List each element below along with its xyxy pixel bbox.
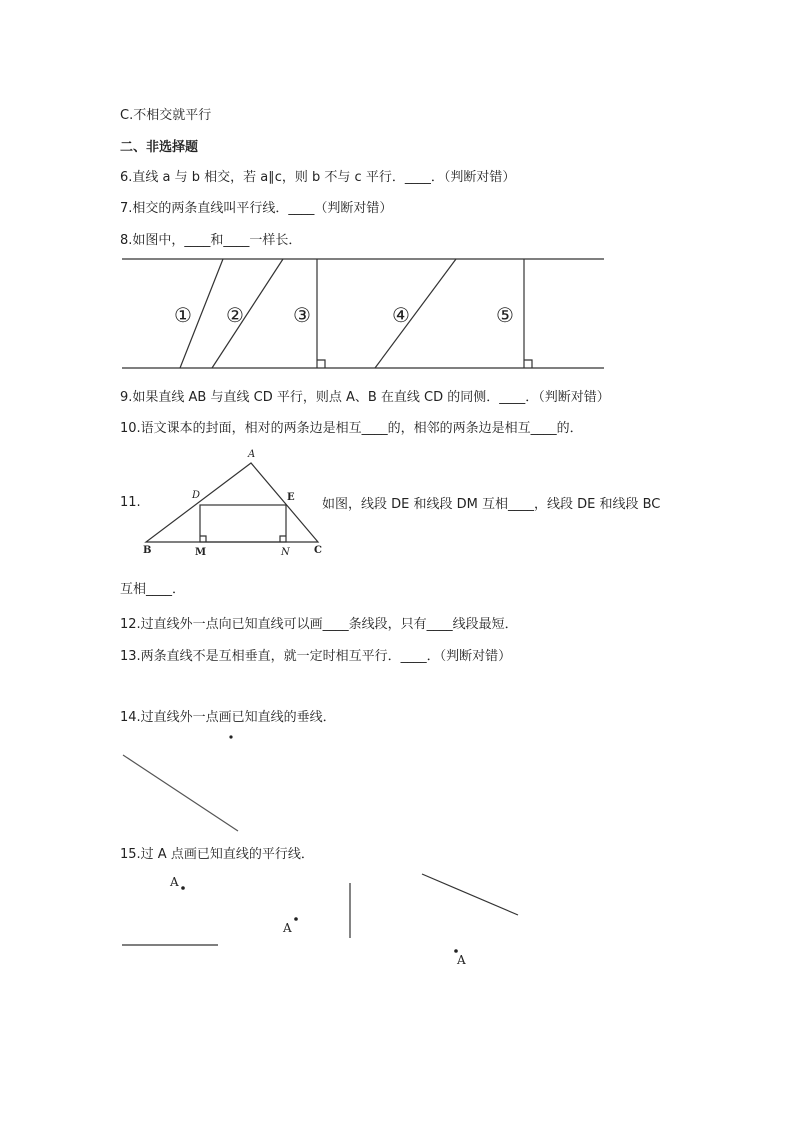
label-c: C	[314, 545, 322, 556]
question-13: 13.两条直线不是互相垂直，就一定时相互平行．____．（判断对错）	[120, 649, 512, 664]
option-c: C.不相交就平行	[120, 108, 212, 123]
question-6: 6.直线 a 与 b 相交，若 a∥c，则 b 不与 c 平行．____．（判断对错）	[120, 170, 516, 185]
question-11-number: 11.	[120, 495, 141, 510]
point-a-1	[181, 886, 185, 890]
question-14: 14.过直线外一点画已知直线的垂线．	[120, 710, 336, 725]
label-n: N	[281, 547, 290, 558]
label-a-2: A	[283, 921, 292, 935]
label-3: ③	[293, 303, 311, 327]
question-15: 15.过 A 点画已知直线的平行线．	[120, 847, 314, 862]
question-9: 9.如果直线 AB 与直线 CD 平行，则点 A、B 在直线 CD 的同侧．____．（判断对错）	[120, 390, 610, 405]
label-1: ①	[174, 303, 192, 327]
point-a-2	[294, 917, 298, 921]
question-11-text: 如图，线段 DE 和线段 DM 互相____，线段 DE 和线段 BC	[322, 497, 661, 512]
label-b: B	[143, 545, 152, 556]
question-11-continued: 互相____．	[120, 582, 186, 597]
label-d: D	[192, 490, 201, 501]
label-a-3: A	[457, 953, 466, 967]
question-10: 10.语文课本的封面，相对的两条边是相互____的，相邻的两条边是相互____的．	[120, 421, 583, 436]
label-2: ②	[226, 303, 244, 327]
question-7: 7.相交的两条直线叫平行线．____（判断对错）	[120, 201, 393, 216]
label-4: ④	[392, 303, 410, 327]
label-a: A	[248, 449, 256, 460]
section-heading: 二、非选择题	[120, 140, 199, 155]
slanted-line	[422, 874, 518, 915]
label-e: E	[287, 492, 295, 503]
label-a-1: A	[170, 875, 179, 889]
question-8: 8.如图中，____和____一样长．	[120, 233, 302, 248]
question-12: 12.过直线外一点向已知直线可以画____条线段，只有____线段最短．	[120, 617, 518, 632]
label-5: ⑤	[496, 303, 514, 327]
label-m: M	[195, 547, 207, 558]
